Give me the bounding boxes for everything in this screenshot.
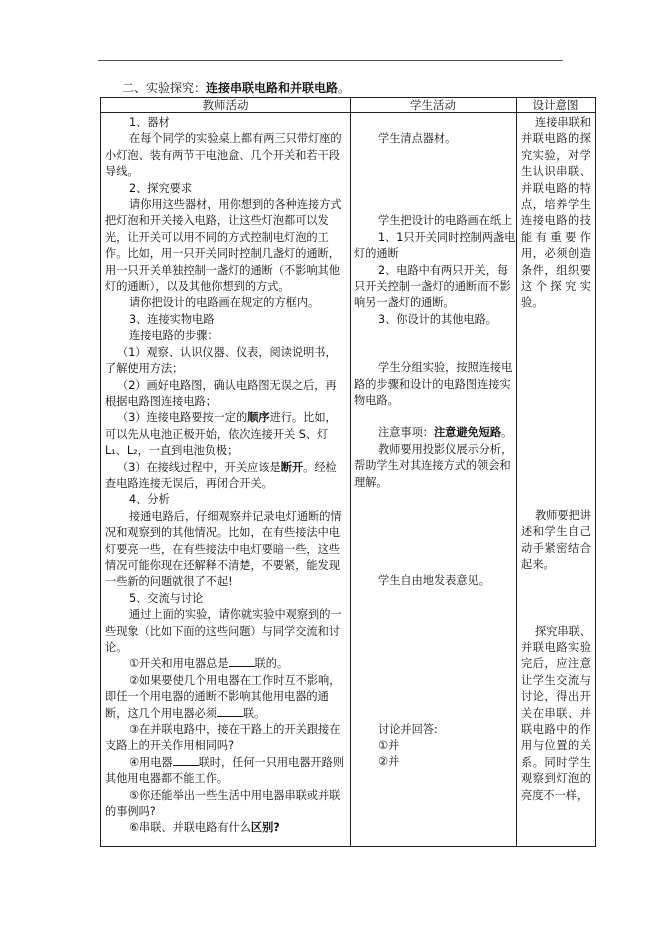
step-item: （1）观察、认识仪器、仪表，阅读说明书，了解使用方法；: [105, 345, 337, 376]
step-text: 通过上面的实验，请你就实验中观察到的一些现象（比如下面的这些问题）与同学交流和讨论。: [105, 608, 342, 654]
step-title: 3、连接实物电路: [129, 312, 215, 326]
answer-blank: [229, 656, 255, 667]
step-title: 1、器材: [129, 116, 170, 129]
question: ①开关和用电器总是 联的。: [129, 657, 289, 671]
answer-blank: [173, 755, 199, 766]
lesson-table: [100, 97, 596, 847]
section-heading: [122, 79, 350, 96]
student-activity: 注意事项：注意避免短路。: [378, 426, 513, 440]
section-prefix: 二、实验探究：: [122, 81, 207, 95]
student-answer: ①并: [378, 738, 400, 752]
student-activity: 2、电路中有两只开关，每只开关控制一盏灯的通断而不影响另一盏灯的通断。: [354, 263, 511, 310]
step-text: 连接电路的步骤：: [129, 329, 219, 343]
question: ⑥串联、并联电路有什么区别?: [129, 821, 280, 835]
answer-blank: [217, 706, 243, 717]
question: ③在并联电路中，接在干路上的开关跟接在支路上的开关作用相同吗?: [105, 723, 341, 753]
step-text: 在每个同学的实验桌上都有两三只带灯座的小灯泡、装有两节干电池盒、几个开关和若干段导线。: [105, 132, 342, 179]
step-item: （3）在接线过程中，开关应该是断开。经检查电路连接无误后，再闭合开关。: [105, 460, 337, 490]
student-activity: 3、你设计的其他电路。: [378, 312, 497, 326]
student-column: [354, 115, 517, 771]
student-activity: 讨论并回答:: [378, 722, 438, 736]
design-intent: 教师要把讲述和学生自己动手紧密结合起来。: [521, 508, 591, 572]
student-activity: 学生自由地发表意见。: [378, 574, 490, 588]
student-activity: 学生清点器材。: [378, 132, 457, 145]
student-answer: ②并: [378, 755, 400, 769]
header-teacher: 教师活动: [101, 98, 350, 113]
header-student: 学生活动: [350, 98, 516, 113]
student-activity: 学生把设计的电路画在纸上: [378, 214, 513, 228]
step-item: （2）画好电路图，确认电路图无误之后，再根据电路图连接电路；: [105, 378, 337, 408]
step-text: 请你把设计的电路画在规定的方框内。: [129, 296, 320, 310]
student-activity: 学生分组实验，按照连接电路的步骤和设计的电路图连接实物电路。: [354, 361, 513, 408]
design-intent: 连接串联和并联电路的探究实验，对学生认识串联、并联电路的特点，培养学生连接电路的技能有重要作用，必须创造条件，组织要这个探究实验。: [521, 116, 591, 310]
step-title: 2、探究要求: [129, 181, 193, 195]
header-rule: [98, 60, 563, 61]
step-text: 请你用这些器材，用你想到的各种连接方式把灯泡和开关接入电路，让这些灯泡都可以发光，让开关可以用不同的方式控制电灯泡的工作。比如，用一只开关同时控制几盏灯的通断，用一只开关单独控制一盏灯的通断（不影响其他灯的通断），以及其他你想到的方式。: [105, 198, 342, 294]
design-intent: 探究串联、并联电路实验完后，应注意让学生交流与讨论，得出开关在串联、并联电路中的作用与位置的关系。同时学生观察到灯泡的亮度不一样，: [521, 624, 591, 802]
step-title: 5、交流与讨论: [129, 591, 204, 605]
teacher-column: [105, 115, 345, 837]
section-title: 连接串联电路和并联电路: [206, 81, 339, 95]
step-item: （3）连接电路要按一定的顺序进行。比如，可以先从电池正极开始，依次连接开关 S、灯 L₁、L₂，一直到电池负极；: [105, 411, 337, 458]
student-activity: 1、1只开关同时控制两盏电灯的通断: [354, 230, 516, 261]
design-column: [521, 115, 591, 804]
question: ⑤你还能举出一些生活中用电器串联或并联的事例吗?: [105, 788, 341, 819]
student-activity: 教师要用投影仪展示分析，帮助学生对其连接方式的领会和理解。: [354, 442, 513, 489]
header-design: 设计意图: [516, 98, 595, 113]
step-title: 4、分析: [129, 493, 170, 507]
column-divider: [350, 98, 351, 846]
question: ④用电器 联时，任何一只用电器开路则其他用电器都不能工作。: [105, 755, 345, 786]
section-suffix: 。: [338, 81, 351, 95]
step-text: 接通电路后，仔细观察并记录电灯通断的情况和观察到的其他情况。比如，在有些接法中电灯要亮一些，在有些接法中电灯要暗一些，这些情况可能你现在还解释不清楚，不要紧，能发现一些新的问题就很了不起!: [105, 509, 342, 589]
question: ②如果要使几个用电器在工作时互不影响，即任一个用电器的通断不影响其他用电器的通断，这几个用电器必须 联。: [105, 673, 341, 720]
